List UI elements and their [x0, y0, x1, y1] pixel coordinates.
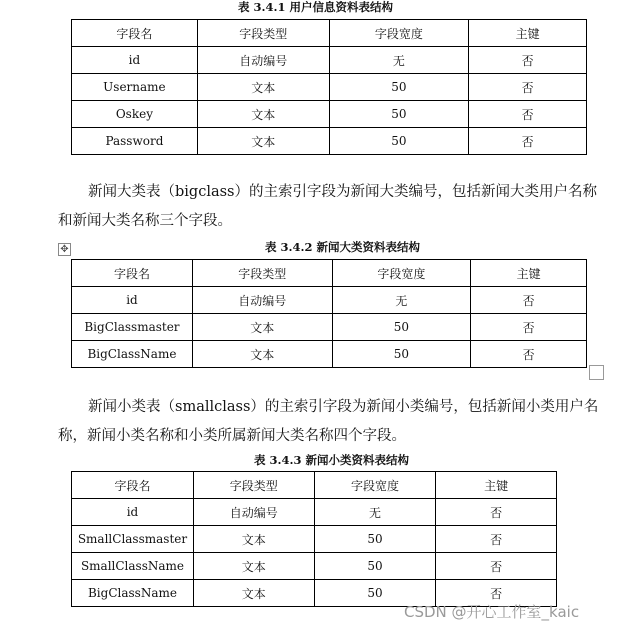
table-cell: 文本 [197, 101, 329, 128]
table-move-handle-icon[interactable]: ✥ [58, 243, 71, 256]
table3 [71, 471, 557, 607]
table-cell: 否 [469, 74, 587, 101]
table-cell: 否 [469, 47, 587, 74]
table-cell: Oskey [72, 101, 198, 128]
table-cell: 50 [329, 74, 469, 101]
table-cell: 50 [332, 314, 471, 341]
header-cell: 字段类型 [197, 20, 329, 47]
table-row [72, 128, 587, 155]
table-cell: 自动编号 [192, 287, 332, 314]
table-cell: 否 [436, 580, 557, 607]
table-cell: 50 [329, 101, 469, 128]
header-cell: 字段类型 [192, 260, 332, 287]
table-row [72, 74, 587, 101]
csdn-watermark: CSDN @开心工作室_kaic [404, 603, 580, 621]
table-cell: 无 [329, 47, 469, 74]
table-cell: 无 [332, 287, 471, 314]
table-cell: 50 [329, 128, 469, 155]
header-cell: 字段宽度 [329, 20, 469, 47]
table-cell: 文本 [192, 314, 332, 341]
table-cell: id [72, 287, 193, 314]
table-resize-handle[interactable] [589, 365, 604, 380]
header-cell: 字段类型 [193, 472, 314, 499]
table-cell: 文本 [197, 128, 329, 155]
table-cell: 否 [469, 128, 587, 155]
table-row [72, 314, 587, 341]
table2 [71, 259, 587, 368]
table-cell: Username [72, 74, 198, 101]
header-cell: 字段宽度 [314, 472, 436, 499]
table-cell: SmallClassName [72, 553, 194, 580]
table1-header-row [72, 20, 587, 47]
table-row [72, 47, 587, 74]
table-cell: 50 [314, 553, 436, 580]
table-cell: BigClassmaster [72, 314, 193, 341]
paragraph-bigclass: 新闻大类表（bigclass）的主索引字段为新闻大类编号，包括新闻大类用户名称和新闻大类名称三个字段。 [58, 184, 597, 229]
table-cell: 文本 [193, 526, 314, 553]
table-cell: 自动编号 [197, 47, 329, 74]
table-cell: 否 [436, 526, 557, 553]
table-cell: 文本 [193, 553, 314, 580]
table2-header-row [72, 260, 587, 287]
table3-caption: 表 3.4.3 新闻小类资料表结构 [254, 453, 410, 467]
table-cell: 无 [314, 499, 436, 526]
table-cell: Password [72, 128, 198, 155]
paragraph-smallclass: 新闻小类表（smallclass）的主索引字段为新闻小类编号，包括新闻小类用户名称，新闻小类名称和小类所属新闻大类名称四个字段。 [58, 399, 599, 444]
table-cell: 否 [471, 287, 587, 314]
table-row [72, 341, 587, 368]
header-cell: 字段名 [72, 472, 194, 499]
table-cell: 50 [314, 526, 436, 553]
table-cell: 否 [471, 341, 587, 368]
table-row [72, 287, 587, 314]
header-cell: 主键 [436, 472, 557, 499]
table3-header-row [72, 472, 557, 499]
table-cell: 文本 [192, 341, 332, 368]
table-cell: 自动编号 [193, 499, 314, 526]
table1 [71, 19, 587, 155]
table-cell: id [72, 47, 198, 74]
header-cell: 字段宽度 [332, 260, 471, 287]
table-cell: 否 [471, 314, 587, 341]
header-cell: 字段名 [72, 260, 193, 287]
table-cell: 否 [469, 101, 587, 128]
table-cell: 文本 [197, 74, 329, 101]
table-row [72, 553, 557, 580]
table-cell: 文本 [193, 580, 314, 607]
table-row [72, 526, 557, 553]
table-cell: id [72, 499, 194, 526]
table-row [72, 499, 557, 526]
table1-caption: 表 3.4.1 用户信息资料表结构 [238, 0, 394, 14]
table-cell: BigClassName [72, 341, 193, 368]
table-cell: 否 [436, 499, 557, 526]
table-cell: 否 [436, 553, 557, 580]
header-cell: 主键 [471, 260, 587, 287]
table-cell: 50 [314, 580, 436, 607]
table-cell: SmallClassmaster [72, 526, 194, 553]
table-row [72, 101, 587, 128]
header-cell: 主键 [469, 20, 587, 47]
table-cell: 50 [332, 341, 471, 368]
table-cell: BigClassName [72, 580, 194, 607]
table2-caption: 表 3.4.2 新闻大类资料表结构 [265, 240, 421, 254]
header-cell: 字段名 [72, 20, 198, 47]
